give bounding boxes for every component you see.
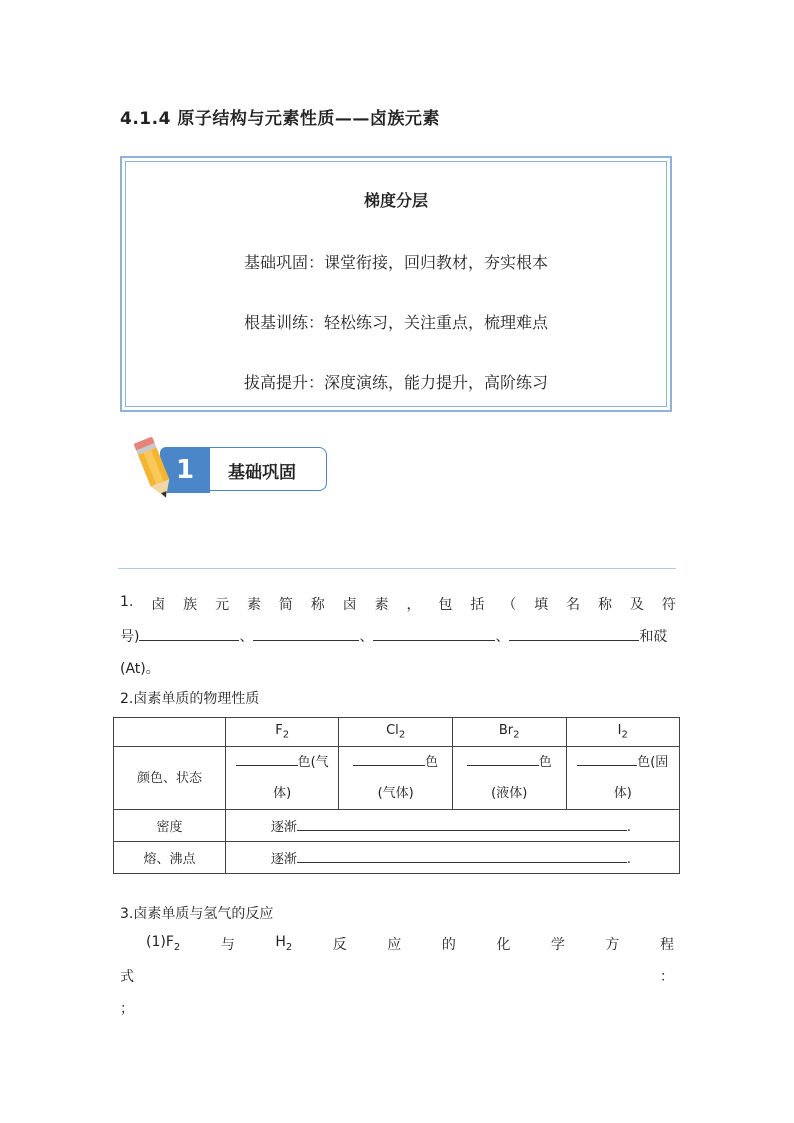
color-cell-cl2: 色 (气体) [339,747,453,810]
layer-line-training: 根基训练：轻松练习，关注重点，梳理难点 [243,313,548,332]
layer-heading: 梯度分层 [363,191,428,210]
table-row [114,718,680,747]
section-label: 基础巩固 [228,463,296,483]
q3-title: 3.卤素单质与氢气的反应 [120,906,274,922]
header-br2: $Br_2$ [452,718,566,747]
blank-iodine[interactable] [509,626,639,641]
divider [118,568,676,569]
row-label-color: 颜色、状态 [114,747,226,810]
row-label-melting: 熔、沸点 [114,842,226,874]
q3-item1-line2: 式 ： [120,969,674,985]
header-cl2: $Cl_2$ [339,718,453,747]
q3-item1-line3: ； [120,1001,134,1017]
q3-item1-line1: $(1)F_2$ 与 $H_2$ 反 应 的 化 学 方 程 [146,934,674,953]
section-number-badge: 1 [160,447,210,493]
table-row [114,842,680,874]
layer-box [120,156,672,412]
q2-title: 2.卤素单质的物理性质 [120,691,260,707]
pencil-icon [130,432,178,504]
color-cell-f2: 色(气 体) [225,747,338,810]
blank-bromine[interactable] [373,626,495,641]
layer-line-basic: 基础巩固：课堂衔接，回归教材，夯实根本 [243,253,548,272]
color-cell-i2: 色(固 体) [566,747,680,810]
q1-line3: (At)。 [120,661,160,677]
table-row [114,747,680,810]
section-label-tag [205,447,327,491]
melting-cell: 逐渐 . [225,842,679,874]
header-i2: $I_2$ [566,718,680,747]
row-label-density: 密度 [114,810,226,842]
halogen-properties-table [113,717,680,874]
color-cell-br2: 色 (液体) [452,747,566,810]
header-f2: $F_2$ [225,718,338,747]
density-cell: 逐渐 . [225,810,679,842]
q1-line1: 1. 卤 族 元 素 简 称 卤 素 ， 包 括 （ 填 名 称 及 符 [120,594,676,613]
q1-line2: 号) 、 、 、 和砹 [120,626,676,646]
page-title: 4.1.4 原子结构与元素性质——卤族元素 [120,109,440,129]
layer-line-advanced: 拔高提升：深度演练，能力提升，高阶练习 [243,373,548,392]
blank-chlorine[interactable] [253,626,359,641]
blank-fluorine[interactable] [139,626,239,641]
table-row [114,810,680,842]
